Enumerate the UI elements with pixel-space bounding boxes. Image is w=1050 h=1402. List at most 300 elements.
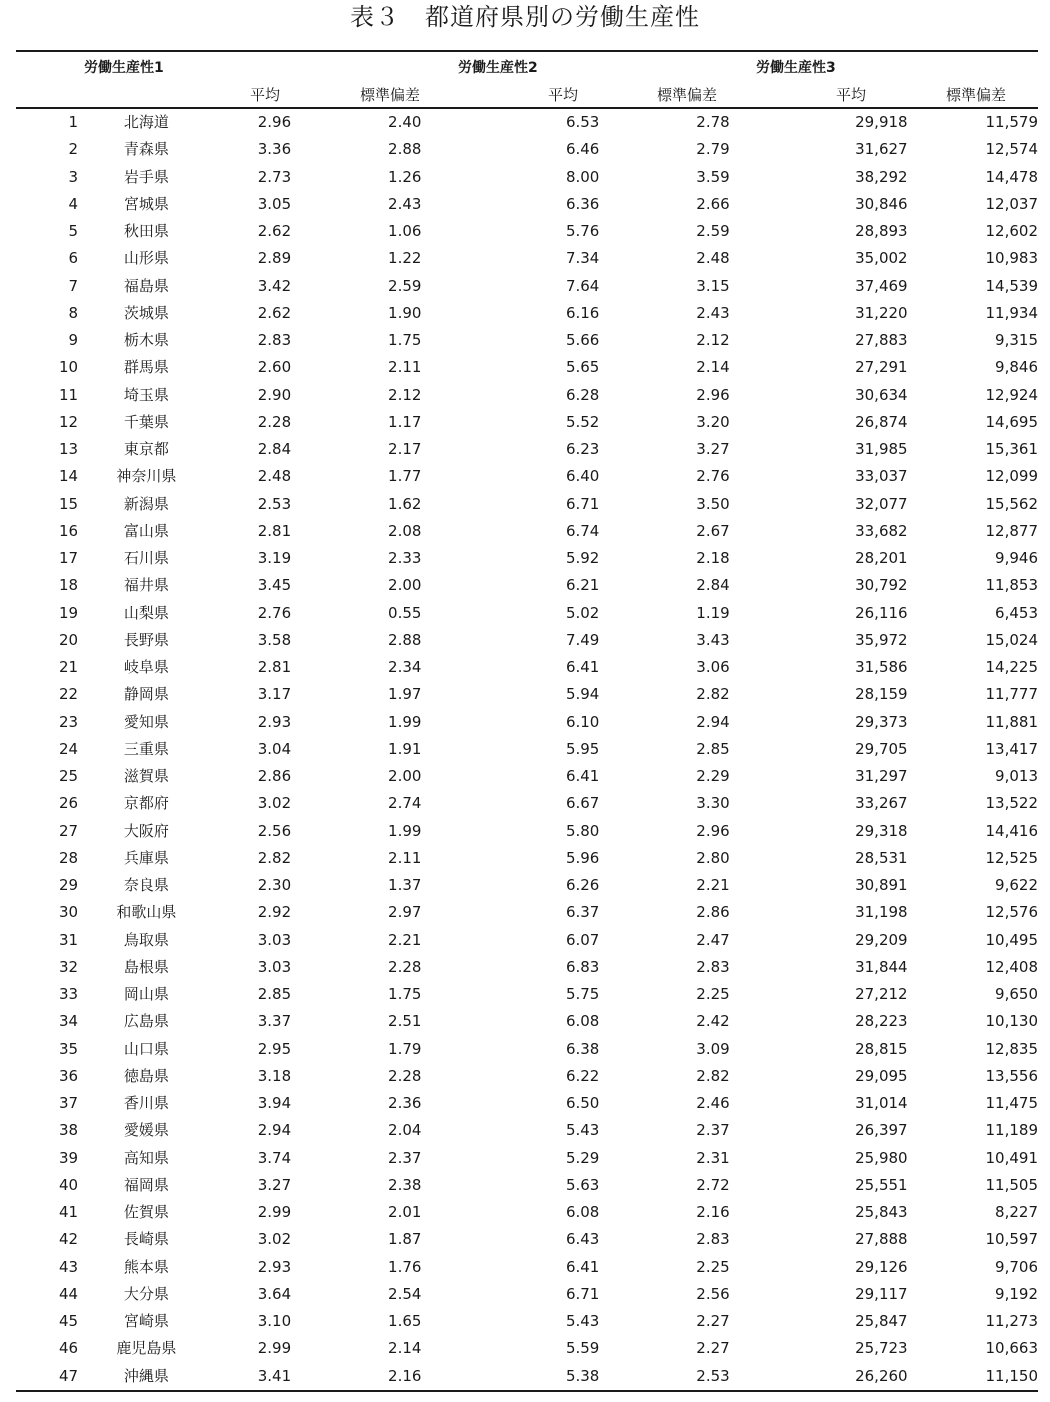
row-number: 16 — [58, 521, 79, 540]
mean-1: 2.84 — [257, 440, 292, 459]
table-row — [16, 382, 1038, 409]
row-number: 26 — [58, 794, 79, 813]
table-row — [16, 1172, 1038, 1199]
table-row — [16, 491, 1038, 518]
mean-2: 6.08 — [565, 1012, 600, 1031]
table-row — [16, 1036, 1038, 1063]
sd-1: 1.62 — [388, 494, 422, 513]
sd-3: 14,695 — [985, 412, 1038, 431]
sd-2: 2.48 — [696, 249, 730, 268]
sd-3: 14,416 — [985, 821, 1038, 840]
mean-1: 2.62 — [257, 303, 292, 322]
prefecture: 神奈川県 — [116, 467, 177, 486]
header-mean-3: 平均 — [836, 86, 867, 104]
mean-1: 2.99 — [257, 1203, 292, 1222]
table-row — [16, 463, 1038, 490]
mean-2: 6.41 — [565, 767, 600, 786]
mean-3: 29,209 — [855, 930, 908, 949]
row-number: 25 — [58, 767, 79, 786]
header-mean-2: 平均 — [548, 86, 579, 104]
mean-2: 8.00 — [565, 167, 600, 186]
mean-3: 25,843 — [855, 1203, 908, 1222]
mean-3: 28,815 — [855, 1039, 908, 1058]
sd-1: 2.88 — [388, 140, 422, 159]
row-number: 42 — [58, 1230, 79, 1249]
table-row — [16, 927, 1038, 954]
sd-2: 2.14 — [696, 358, 730, 377]
sd-1: 2.00 — [388, 767, 422, 786]
mean-1: 3.02 — [257, 794, 292, 813]
row-number: 29 — [58, 876, 79, 895]
row-number: 22 — [58, 685, 79, 704]
mean-3: 30,891 — [855, 876, 908, 895]
mean-1: 2.30 — [257, 876, 292, 895]
sd-2: 2.31 — [696, 1148, 730, 1167]
sd-3: 15,562 — [985, 494, 1038, 513]
table-row — [16, 954, 1038, 981]
mean-3: 30,846 — [855, 194, 908, 213]
sd-1: 2.16 — [388, 1366, 422, 1385]
prefecture: 長野県 — [123, 630, 169, 649]
table-row — [16, 763, 1038, 790]
sd-1: 2.88 — [388, 630, 422, 649]
sd-3: 9,706 — [995, 1257, 1038, 1276]
sd-3: 12,835 — [985, 1039, 1038, 1058]
mean-3: 29,318 — [855, 821, 908, 840]
sd-2: 2.66 — [696, 194, 730, 213]
sd-3: 10,983 — [985, 249, 1038, 268]
table-row — [16, 273, 1038, 300]
sd-3: 11,189 — [985, 1121, 1038, 1140]
sd-3: 13,556 — [985, 1066, 1038, 1085]
mean-2: 5.76 — [565, 222, 600, 241]
sd-1: 2.74 — [388, 794, 422, 813]
mean-3: 26,260 — [855, 1366, 908, 1385]
mean-3: 31,014 — [855, 1094, 908, 1113]
sd-1: 2.43 — [388, 194, 422, 213]
prefecture: 東京都 — [123, 440, 169, 459]
prefecture: 京都府 — [123, 794, 169, 813]
prefecture: 徳島県 — [123, 1066, 169, 1085]
mean-3: 28,531 — [855, 848, 908, 867]
mean-1: 2.83 — [257, 331, 292, 350]
prefecture: 岡山県 — [123, 985, 169, 1004]
sd-3: 15,024 — [985, 630, 1038, 649]
sd-3: 11,934 — [985, 303, 1038, 322]
sd-3: 11,881 — [985, 712, 1038, 731]
sd-1: 2.00 — [388, 576, 422, 595]
prefecture: 大分県 — [123, 1284, 169, 1303]
prefecture: 奈良県 — [123, 876, 169, 895]
sd-1: 1.65 — [388, 1312, 422, 1331]
mean-3: 30,634 — [855, 385, 908, 404]
sd-3: 11,150 — [985, 1366, 1038, 1385]
prefecture: 滋賀県 — [123, 767, 169, 786]
row-number: 45 — [58, 1312, 79, 1331]
sd-3: 12,099 — [985, 467, 1038, 486]
prefecture: 宮城県 — [123, 194, 169, 213]
sd-1: 1.26 — [388, 167, 422, 186]
sd-1: 2.33 — [388, 549, 422, 568]
header-sd-1: 標準偏差 — [360, 86, 421, 104]
mean-1: 3.02 — [257, 1230, 292, 1249]
mean-2: 6.74 — [565, 521, 600, 540]
mean-2: 5.96 — [565, 848, 600, 867]
mean-1: 3.74 — [257, 1148, 292, 1167]
prefecture: 山口県 — [123, 1039, 169, 1058]
row-number: 46 — [58, 1339, 79, 1358]
mean-2: 5.95 — [565, 739, 600, 758]
sd-1: 1.87 — [388, 1230, 422, 1249]
sd-3: 10,663 — [985, 1339, 1038, 1358]
sd-1: 0.55 — [388, 603, 422, 622]
mean-2: 6.71 — [565, 1284, 600, 1303]
table-row — [16, 709, 1038, 736]
row-number: 6 — [68, 249, 79, 268]
sd-2: 3.27 — [696, 440, 730, 459]
mean-3: 27,212 — [855, 985, 908, 1004]
mean-3: 27,883 — [855, 331, 908, 350]
row-number: 8 — [68, 303, 79, 322]
mean-1: 2.76 — [257, 603, 292, 622]
sd-3: 9,846 — [995, 358, 1038, 377]
sd-1: 2.08 — [388, 521, 422, 540]
sd-2: 2.82 — [696, 1066, 730, 1085]
mean-1: 2.82 — [257, 848, 292, 867]
mean-1: 3.19 — [257, 549, 292, 568]
row-number: 11 — [58, 385, 79, 404]
mean-1: 3.42 — [257, 276, 292, 295]
mean-3: 29,705 — [855, 739, 908, 758]
mean-1: 2.81 — [257, 658, 292, 677]
sd-1: 2.11 — [388, 848, 422, 867]
mean-1: 2.86 — [257, 767, 292, 786]
prefecture: 長崎県 — [123, 1230, 169, 1249]
row-number: 27 — [58, 821, 79, 840]
sd-3: 12,602 — [985, 222, 1038, 241]
prefecture: 群馬県 — [123, 358, 169, 377]
prefecture: 佐賀県 — [123, 1203, 169, 1222]
sd-2: 3.20 — [696, 412, 730, 431]
mean-3: 31,586 — [855, 658, 908, 677]
sd-3: 9,650 — [995, 985, 1038, 1004]
sd-3: 12,525 — [985, 848, 1038, 867]
mean-1: 3.10 — [257, 1312, 292, 1331]
sd-2: 2.21 — [696, 876, 730, 895]
row-number: 43 — [58, 1257, 79, 1276]
prefecture: 大阪府 — [123, 821, 169, 840]
mean-3: 37,469 — [855, 276, 908, 295]
mean-1: 2.53 — [257, 494, 292, 513]
table-row — [16, 1363, 1038, 1390]
row-number: 15 — [58, 494, 79, 513]
mean-3: 31,627 — [855, 140, 908, 159]
prefecture: 鳥取県 — [123, 930, 169, 949]
row-number: 17 — [58, 549, 79, 568]
sd-2: 2.46 — [696, 1094, 730, 1113]
prefecture: 福井県 — [123, 576, 169, 595]
mean-1: 2.85 — [257, 985, 292, 1004]
sd-2: 2.37 — [696, 1121, 730, 1140]
mean-3: 29,373 — [855, 712, 908, 731]
mean-1: 3.27 — [257, 1175, 292, 1194]
prefecture: 山梨県 — [123, 603, 169, 622]
mean-1: 3.45 — [257, 576, 292, 595]
table-row — [16, 136, 1038, 163]
mean-3: 26,397 — [855, 1121, 908, 1140]
mean-2: 6.41 — [565, 658, 600, 677]
sd-2: 2.25 — [696, 1257, 730, 1276]
row-number: 37 — [58, 1094, 79, 1113]
prefecture: 香川県 — [123, 1094, 169, 1113]
prefecture: 栃木県 — [123, 331, 169, 350]
table-row — [16, 1063, 1038, 1090]
mean-2: 5.02 — [565, 603, 600, 622]
mean-2: 5.59 — [565, 1339, 600, 1358]
row-number: 9 — [68, 331, 79, 350]
row-number: 1 — [68, 113, 79, 132]
mean-2: 6.53 — [565, 113, 600, 132]
mean-1: 3.94 — [257, 1094, 292, 1113]
sd-3: 9,013 — [995, 767, 1038, 786]
mean-2: 5.52 — [565, 412, 600, 431]
sd-2: 2.29 — [696, 767, 730, 786]
table-row — [16, 1199, 1038, 1226]
row-number: 10 — [58, 358, 79, 377]
sd-1: 1.76 — [388, 1257, 422, 1276]
mean-1: 3.18 — [257, 1066, 292, 1085]
mean-1: 3.36 — [257, 140, 292, 159]
sd-1: 1.99 — [388, 821, 422, 840]
sd-1: 2.21 — [388, 930, 422, 949]
sd-2: 2.83 — [696, 1230, 730, 1249]
mean-3: 29,918 — [855, 113, 908, 132]
sd-2: 3.50 — [696, 494, 730, 513]
prefecture: 和歌山県 — [116, 903, 177, 922]
table-row — [16, 872, 1038, 899]
mean-1: 3.03 — [257, 957, 292, 976]
mean-3: 31,297 — [855, 767, 908, 786]
mean-1: 2.89 — [257, 249, 292, 268]
row-number: 21 — [58, 658, 79, 677]
table-row — [16, 436, 1038, 463]
sd-2: 2.72 — [696, 1175, 730, 1194]
sd-2: 2.12 — [696, 331, 730, 350]
prefecture: 高知県 — [123, 1148, 169, 1167]
sd-2: 2.82 — [696, 685, 730, 704]
prefecture: 北海道 — [123, 113, 169, 132]
mean-2: 5.75 — [565, 985, 600, 1004]
row-number: 2 — [68, 140, 79, 159]
prefecture: 島根県 — [123, 957, 169, 976]
mean-3: 28,201 — [855, 549, 908, 568]
mean-3: 35,972 — [855, 630, 908, 649]
table-row — [16, 1117, 1038, 1144]
prefecture: 秋田県 — [123, 222, 169, 241]
sd-3: 15,361 — [985, 440, 1038, 459]
mean-1: 2.60 — [257, 358, 292, 377]
sd-3: 12,574 — [985, 140, 1038, 159]
mean-3: 27,888 — [855, 1230, 908, 1249]
row-number: 39 — [58, 1148, 79, 1167]
row-number: 38 — [58, 1121, 79, 1140]
sd-3: 12,877 — [985, 521, 1038, 540]
mean-1: 2.92 — [257, 903, 292, 922]
row-number: 19 — [58, 603, 79, 622]
mean-3: 25,723 — [855, 1339, 908, 1358]
sd-3: 10,495 — [985, 930, 1038, 949]
sd-3: 13,522 — [985, 794, 1038, 813]
row-number: 30 — [58, 903, 79, 922]
mean-2: 6.67 — [565, 794, 600, 813]
sd-3: 10,491 — [985, 1148, 1038, 1167]
mean-3: 33,267 — [855, 794, 908, 813]
sd-2: 1.19 — [696, 603, 730, 622]
sd-1: 2.28 — [388, 1066, 422, 1085]
sd-1: 2.51 — [388, 1012, 422, 1031]
mean-2: 5.43 — [565, 1121, 600, 1140]
sd-1: 2.34 — [388, 658, 422, 677]
sd-3: 8,227 — [995, 1203, 1038, 1222]
row-number: 13 — [58, 440, 79, 459]
prefecture: 福島県 — [123, 276, 169, 295]
table-row — [16, 164, 1038, 191]
sd-1: 1.79 — [388, 1039, 422, 1058]
sd-3: 10,597 — [985, 1230, 1038, 1249]
row-number: 12 — [58, 412, 79, 431]
prefecture: 石川県 — [123, 549, 169, 568]
mean-1: 2.48 — [257, 467, 292, 486]
sd-1: 1.06 — [388, 222, 422, 241]
sd-2: 3.09 — [696, 1039, 730, 1058]
sd-3: 14,478 — [985, 167, 1038, 186]
mean-3: 32,077 — [855, 494, 908, 513]
mean-3: 31,198 — [855, 903, 908, 922]
prefecture: 静岡県 — [123, 685, 169, 704]
row-number: 40 — [58, 1175, 79, 1194]
mean-3: 29,095 — [855, 1066, 908, 1085]
sd-2: 2.67 — [696, 521, 730, 540]
table-row — [16, 245, 1038, 272]
row-number: 28 — [58, 848, 79, 867]
table-row — [16, 845, 1038, 872]
mean-2: 7.64 — [565, 276, 600, 295]
sd-1: 2.38 — [388, 1175, 422, 1194]
mean-2: 7.49 — [565, 630, 600, 649]
row-number: 18 — [58, 576, 79, 595]
mean-2: 5.29 — [565, 1148, 600, 1167]
sd-1: 1.22 — [388, 249, 422, 268]
mean-2: 6.40 — [565, 467, 600, 486]
mean-1: 2.94 — [257, 1121, 292, 1140]
prefecture: 愛媛県 — [123, 1121, 169, 1140]
prefecture: 兵庫県 — [123, 848, 169, 867]
sd-2: 2.16 — [696, 1203, 730, 1222]
mean-2: 5.63 — [565, 1175, 600, 1194]
row-number: 7 — [68, 276, 79, 295]
sd-3: 12,924 — [985, 385, 1038, 404]
mean-2: 5.80 — [565, 821, 600, 840]
sd-3: 11,505 — [985, 1175, 1038, 1194]
prefecture: 愛知県 — [123, 712, 169, 731]
mean-2: 6.38 — [565, 1039, 600, 1058]
prefecture: 新潟県 — [123, 494, 169, 513]
table-row — [16, 1281, 1038, 1308]
sd-2: 2.27 — [696, 1339, 730, 1358]
mean-3: 28,893 — [855, 222, 908, 241]
mean-3: 33,037 — [855, 467, 908, 486]
mean-2: 6.50 — [565, 1094, 600, 1113]
mean-2: 6.16 — [565, 303, 600, 322]
mean-1: 3.64 — [257, 1284, 292, 1303]
table-row — [16, 1145, 1038, 1172]
table-row — [16, 981, 1038, 1008]
header-group-1: 労働生産性1 — [84, 60, 164, 76]
prefecture: 青森県 — [123, 140, 169, 159]
sd-3: 14,225 — [985, 658, 1038, 677]
table-row — [16, 518, 1038, 545]
mean-1: 3.41 — [257, 1366, 292, 1385]
prefecture: 宮崎県 — [123, 1312, 169, 1331]
sd-2: 2.96 — [696, 385, 730, 404]
mean-1: 2.28 — [257, 412, 292, 431]
mean-3: 27,291 — [855, 358, 908, 377]
table-row — [16, 545, 1038, 572]
sd-1: 2.14 — [388, 1339, 422, 1358]
mean-2: 5.66 — [565, 331, 600, 350]
table-row — [16, 790, 1038, 817]
sd-2: 2.76 — [696, 467, 730, 486]
prefecture: 沖縄県 — [123, 1366, 169, 1385]
mean-2: 6.26 — [565, 876, 600, 895]
sd-1: 2.37 — [388, 1148, 422, 1167]
sd-2: 2.59 — [696, 222, 730, 241]
header-mean-1: 平均 — [250, 86, 281, 104]
table-row — [16, 1308, 1038, 1335]
table-bottom-rule — [16, 1390, 1038, 1392]
table-row — [16, 109, 1038, 136]
sd-2: 2.43 — [696, 303, 730, 322]
mean-3: 25,551 — [855, 1175, 908, 1194]
row-number: 5 — [68, 222, 79, 241]
prefecture: 富山県 — [123, 521, 169, 540]
table-row — [16, 409, 1038, 436]
mean-3: 26,116 — [855, 603, 908, 622]
mean-2: 5.94 — [565, 685, 600, 704]
sd-2: 2.42 — [696, 1012, 730, 1031]
sd-2: 2.27 — [696, 1312, 730, 1331]
productivity-table — [16, 109, 1038, 1390]
prefecture: 岩手県 — [123, 167, 169, 186]
mean-2: 6.46 — [565, 140, 600, 159]
table-row — [16, 300, 1038, 327]
sd-1: 1.99 — [388, 712, 422, 731]
mean-3: 26,874 — [855, 412, 908, 431]
sd-1: 2.11 — [388, 358, 422, 377]
sd-2: 2.84 — [696, 576, 730, 595]
mean-3: 29,126 — [855, 1257, 908, 1276]
sd-2: 2.53 — [696, 1366, 730, 1385]
row-number: 35 — [58, 1039, 79, 1058]
mean-2: 5.65 — [565, 358, 600, 377]
table-top-rule — [16, 50, 1038, 52]
sd-1: 1.77 — [388, 467, 422, 486]
mean-2: 6.07 — [565, 930, 600, 949]
mean-2: 6.71 — [565, 494, 600, 513]
sd-2: 2.18 — [696, 549, 730, 568]
mean-1: 3.03 — [257, 930, 292, 949]
mean-1: 2.81 — [257, 521, 292, 540]
